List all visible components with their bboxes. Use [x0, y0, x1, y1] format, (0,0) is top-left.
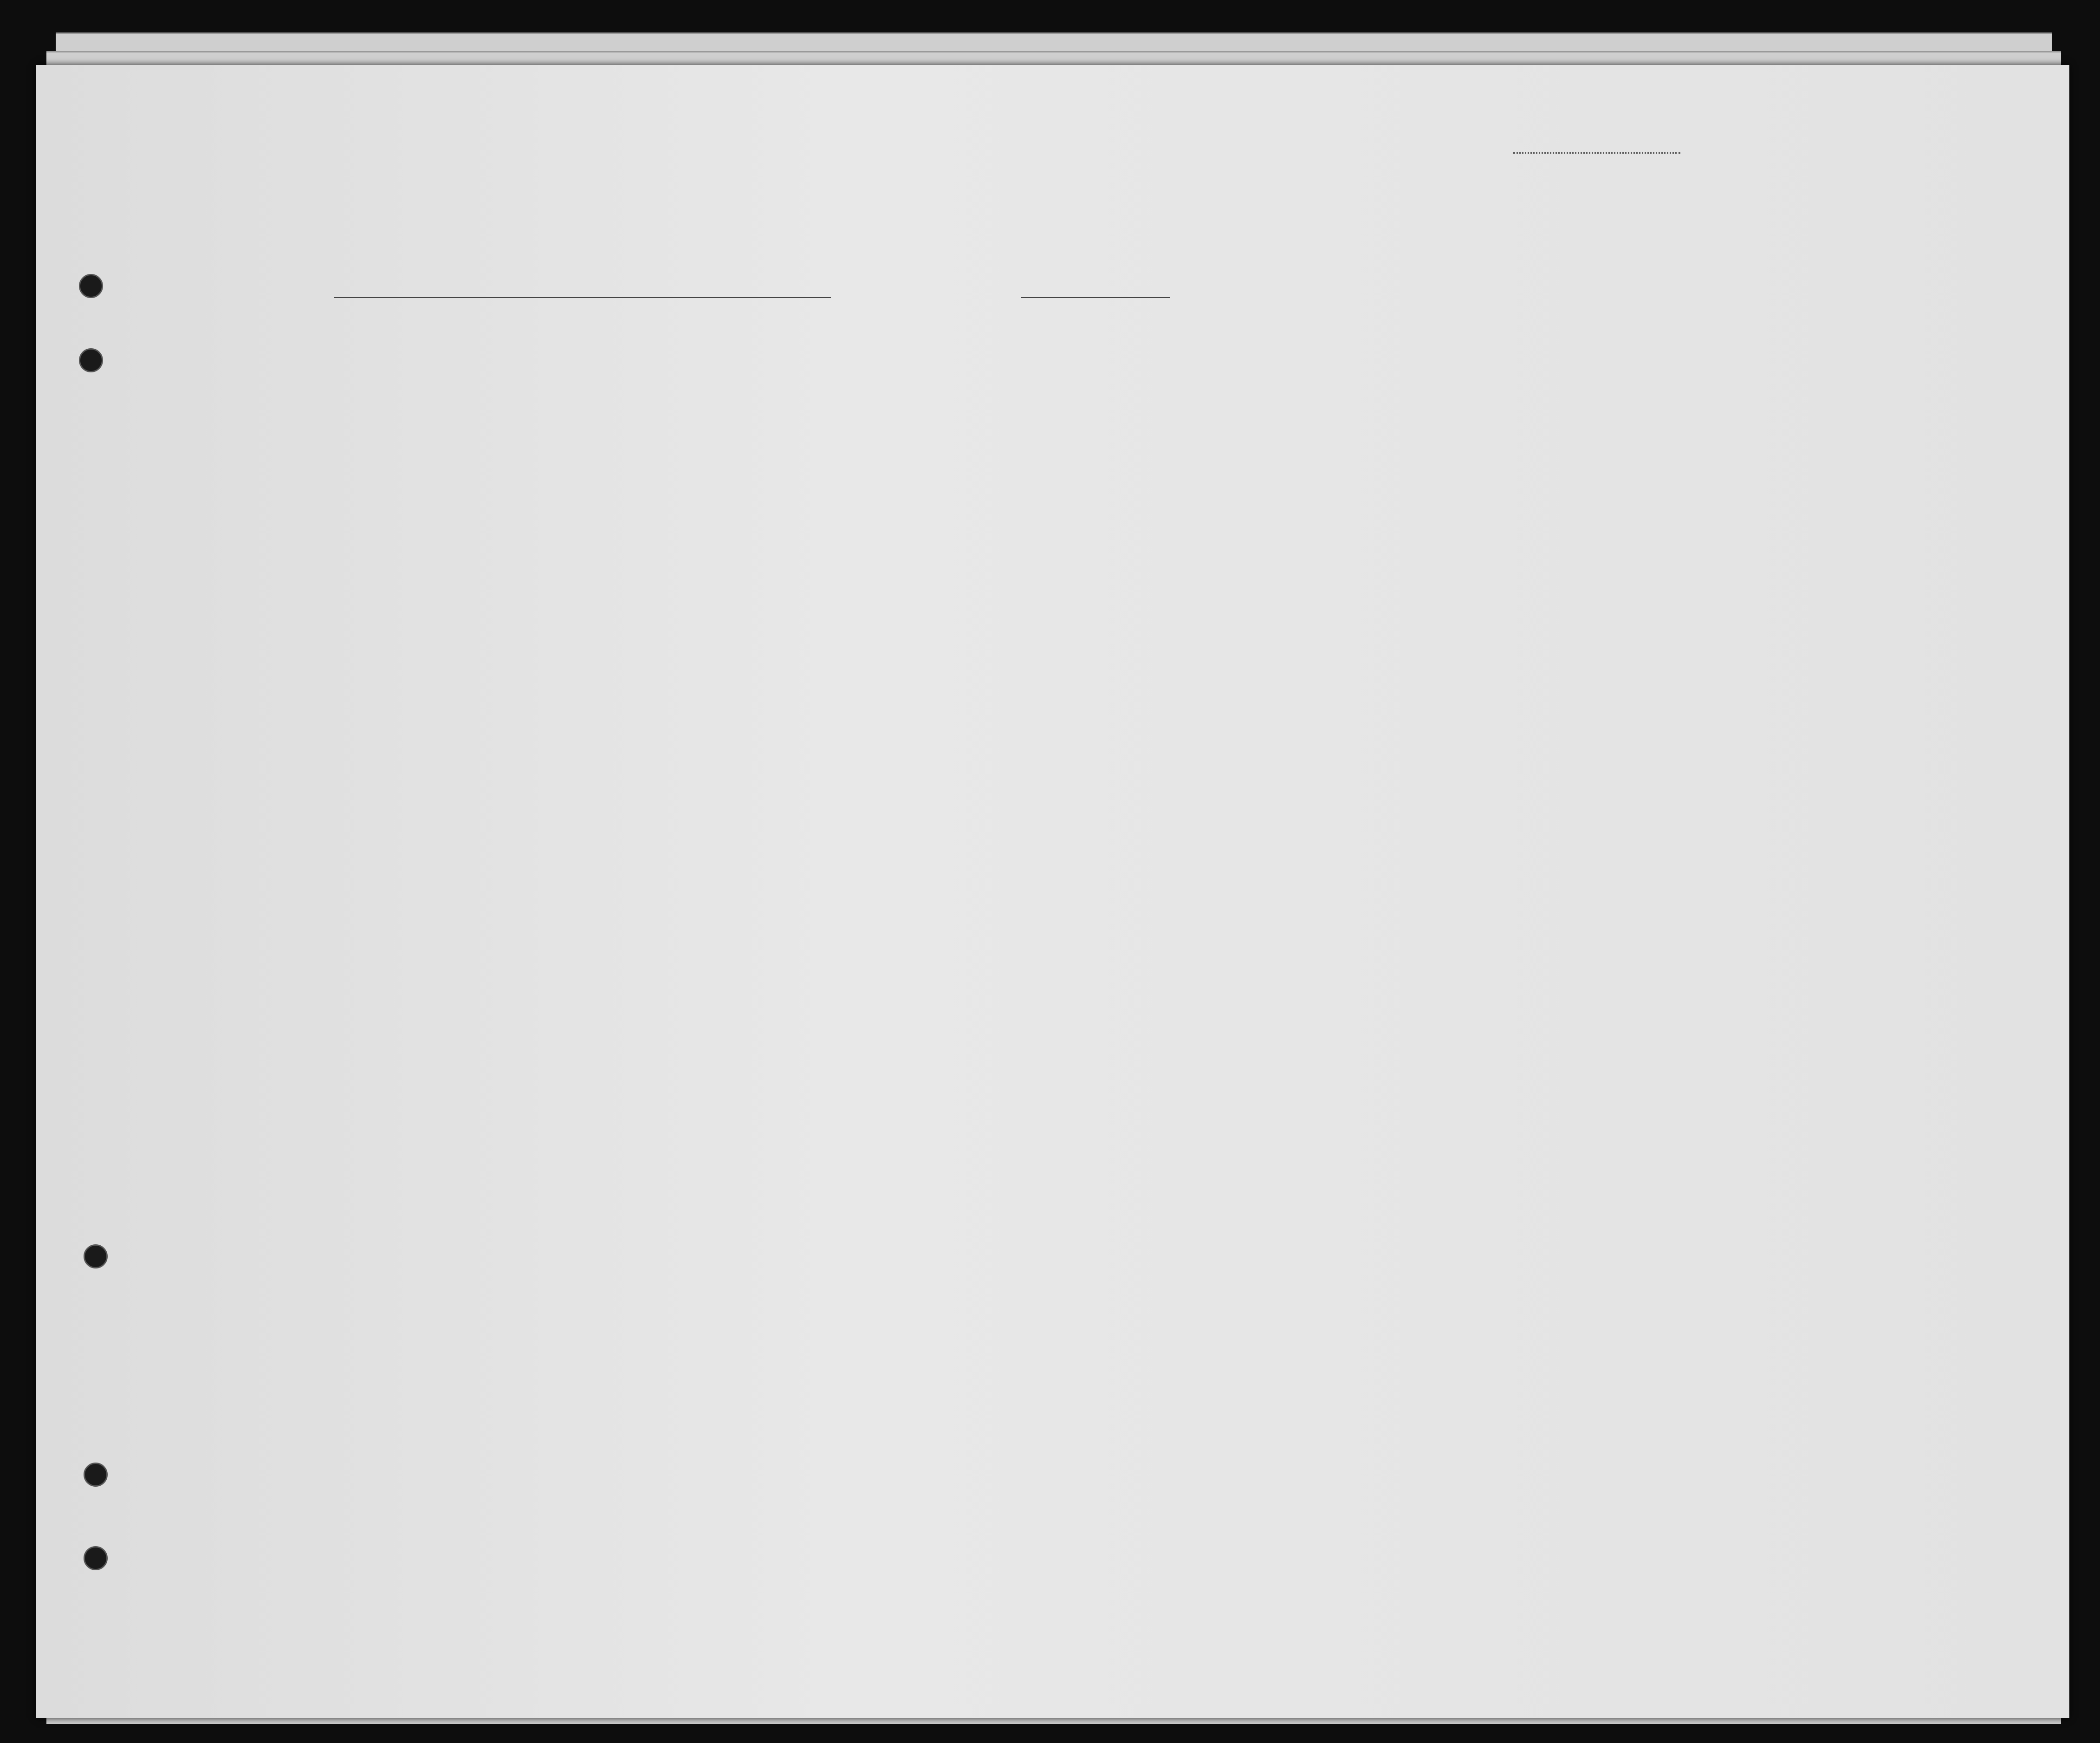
header-prison: [861, 358, 883, 483]
punch-hole: [84, 1463, 108, 1487]
header-ticket: [152, 358, 175, 483]
punch-hole: [79, 348, 103, 372]
header-possession: [281, 358, 303, 483]
header-purpose-citizen: [817, 371, 839, 497]
header-purpose-return: [717, 371, 739, 497]
list-line: [1513, 152, 1680, 154]
punch-hole: [84, 1244, 108, 1268]
manifest-grid: [53, 311, 1970, 1309]
header-purpose-length: [766, 371, 788, 497]
header-q24: [942, 358, 965, 483]
punch-hole: [84, 1546, 108, 1570]
punch-hole: [79, 274, 103, 298]
arriving-underline: [334, 297, 831, 298]
header-polygamist: [889, 358, 911, 483]
header-q26: [1028, 358, 1050, 483]
header-anarchist: [912, 358, 934, 483]
header-q25: [986, 358, 1009, 483]
date-underline: [1021, 297, 1170, 298]
